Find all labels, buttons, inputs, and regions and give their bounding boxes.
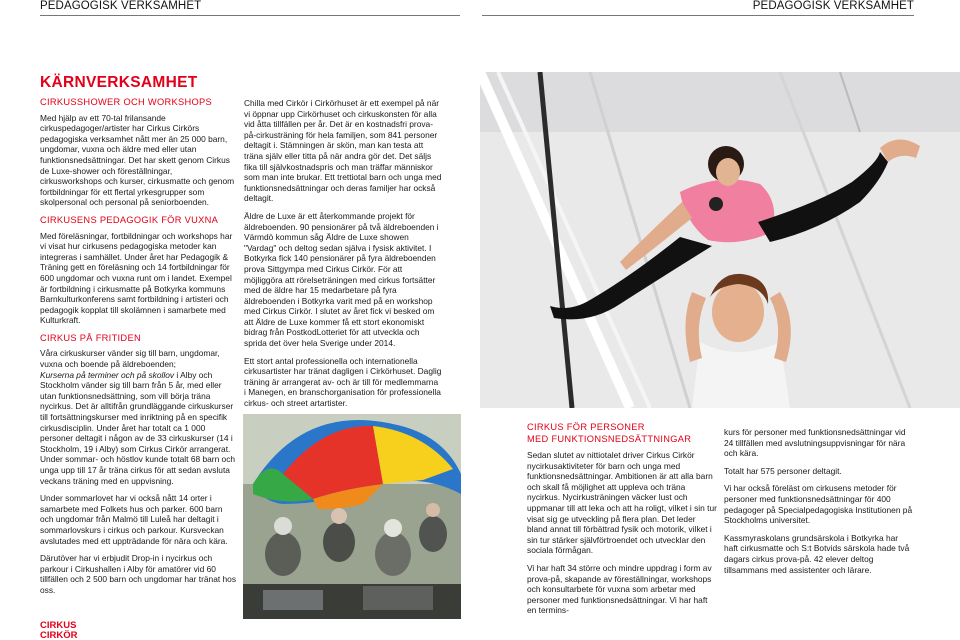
acrobat-photo: [480, 72, 960, 408]
running-header-left: PEDAGOGISK VERKSAMHET: [40, 0, 202, 12]
logo-mark: [40, 618, 88, 640]
column-3: [527, 422, 717, 623]
section-heading-workshops: CIRKUSSHOWER OCH WORKSHOPS: [40, 97, 213, 107]
parachute-photo-illustration: [243, 414, 461, 619]
cirkus-cirkor-logo: [40, 618, 88, 640]
header-rule-right: [482, 15, 914, 16]
paragraph: Med föreläsningar, fortbildningar och workshops har vi visat hur cirkusens pedagogiska metoder kan integreras i samhället. Under året har Pedagogik & Träning gett en föreläsning och 14 fortbildningar för 600 ungdomar och vuxna runt om i landet. Exempel är fortbildning i cirkusmatte på Botkyrka kommuns Barnkulturkonferens samt fortbildning i artisteri och pedagogik kopplat till skolämnen i samarbete med Kulturkraft.: [40, 230, 233, 326]
column-2: [244, 98, 442, 416]
column-4: [724, 427, 914, 582]
paragraph-text: i Alby och Stockholm vänder sig till barn från 5 år, med eller utan funktionsnedsättning, som vill börja träna nycirkus. Det är alltifrån grundläggande cirkuskurser till fortsättningskurser med inriktning på en specifik cirkusdisciplin. Under året har totalt ca 1 000 personer deltagit i någon av de 33 cirkuskurser (14 i Stockholm, 19 i Alby) som Cirkus Cirkör arrangerat. Under sommar- och höstlov kunde totalt 68 barn och unga upp till 17 år träna cirkus för att sedan avsluta veckans träning med en uppvisning.: [40, 369, 236, 486]
header-rule-left: [40, 15, 460, 16]
paragraph-courses: [40, 370, 236, 487]
paragraph: Vi har haft 34 större och mindre uppdrag i form av prova-på, skapande av föreställningar, workshops och konsultarbete för vuxna som arbetar med personer med funktionsnedsättningar. Vi har haft en termins-: [527, 562, 712, 616]
acrobat-photo-illustration: [480, 72, 960, 408]
paragraph: Ett stort antal professionella och internationella cirkusartister har tränat dagligen i Cirkörhuset. Daglig träning är arrangerat av- och är till för medlemmarna i Manegen, en branschorganisation för professionella cirkus- och street artartister.: [244, 355, 442, 409]
running-header-right: PEDAGOGISK VERKSAMHET: [752, 0, 914, 12]
paragraph: Under sommarlovet har vi också nått 14 orter i samarbete med Folkets hus och parker. 600 barn och ungdomar från Malmö till Luleå har deltagit i sommarlovskurs i cirkus och parkour. Kursveckan avslutades med ett uppträdande för nära och kära.: [40, 493, 228, 546]
paragraph: Med hjälp av ett 70-tal frilansande cirkuspedagoger/artister har Cirkus Cirkörs pedagogiska verksamhet nått mer än 25 000 barn, ungdomar, vuxna och äldre med eller utan funktionsnedsättningar. Det har skett genom Cirkus de Luxe-shower och föreställningar, cirkusworkshops och kurser, cirkusmatte och genom fortbildningar för ett flertal yrkesgrupper som skolpersonal och personal på seniorboenden.: [40, 112, 235, 208]
section-heading-adult-pedagogy: CIRKUSENS PEDAGOGIK FÖR VUXNA: [40, 214, 219, 225]
section-heading-disabilities: CIRKUS FÖR PERSONER MED FUNKTIONSNEDSÄTTNINGAR: [527, 422, 692, 444]
paragraph: Kassmyraskolans grundsärskola i Botkyrka har haft cirkusmatte och S:t Botvids särskola hade två dagars cirkus prova-på. 42 elever deltog tillsammans med assistenter och lärare.: [724, 532, 910, 575]
logo-line-2: CIRKÖR: [40, 630, 78, 640]
paragraph: Sedan slutet av nittiotalet driver Cirkus Cirkör nycirkusaktiviteter för barn och unga med funktionsnedsättningar. Ambitionen är att alla barn och skall få möjlighet att uppleva och träna nycirkus. Nycirkusträningen väcker lust och uppmanar till att leka och att ha roligt, vilket i sin tur visat sig ge utveckling på flera plan. Det leder bland annat till förbättrad fysik och motorik, vilket i sin tur stärker självförtroendet och utvecklar den sociala förmågan.: [527, 450, 717, 556]
paragraph: Vi har också föreläst om cirkusens metoder för personer med funktionsnedsättningar för 400 pedagoger på Specialpedagogiska Institutionen på Stockholms universitet.: [724, 483, 913, 526]
paragraph: Chilla med Cirkör i Cirkörhuset är ett exempel på när vi öppnar upp Cirkörhuset och cirkuskonsten för alla vid åtta tillfällen per år. Det är en kostnadsfri prova-på-cirkusträning för hela familjen, som 841 personer deltagit i. Stämningen är skön, man kan testa att träna själv eller titta på när andra gör det. Det säljs fika till självkostnadspris och man träffar människor som man inte brukar. Ett trettiotal barn och unga med funktionsnedsättningar och deras familjer har också deltagit.: [244, 98, 442, 204]
italic-lead: Kurserna på terminer och på skollov: [40, 369, 175, 380]
logo-line-1: CIRKUS: [40, 620, 77, 631]
column-1: [40, 97, 236, 603]
paragraph: Totalt har 575 personer deltagit.: [724, 465, 842, 476]
paragraph: Därutöver har vi erbjudit Drop-in i nycirkus och parkour i Cirkushallen i Alby för amatörer vid 60 tillfällen och 2 500 barn och ungdomar har tränat hos oss.: [40, 553, 237, 595]
parachute-photo: [243, 414, 461, 619]
paragraph: Äldre de Luxe är ett återkommande projekt för äldreboenden. 90 pensionärer på två äldreboenden i Värmdö kommun såg Äldre de Luxe showen "Vardag" och deltog sedan själva i fysisk aktivitet. I Botkyrka fick 140 pensionärer på fyra äldreboenden prova Sittgympa med Cirkus Cirkör. För att möjliggöra att rörelseträningen med cirkus fortsätter med de äldre har 15 medarbetare på fyra äldreboenden i Botkyrka varit med på en workshop med Cirkus Cirkör. I slutet av året fick vi besked om att Äldre de Luxe kommer få ett stort ekonomiskt bidrag från PostkodLotteriet för att utveckla och sprida det över hela Sverige under 2014.: [244, 210, 439, 349]
paragraph: kurs för personer med funktionsnedsättningar vid 24 tillfällen med avslutningsuppvisningar för nära och kära.: [724, 427, 906, 459]
section-heading-leisure: CIRKUS PÅ FRITIDEN: [40, 332, 141, 343]
page-title: KÄRNVERKSAMHET: [40, 74, 198, 91]
paragraph: Våra cirkuskurser vänder sig till barn, ungdomar, vuxna och boende på äldreboenden;: [40, 348, 220, 370]
